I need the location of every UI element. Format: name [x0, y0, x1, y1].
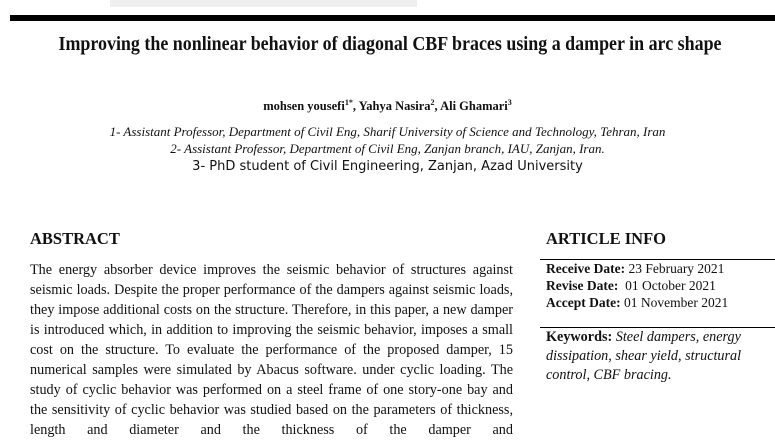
author: mohsen yousefi — [263, 99, 345, 114]
article-info-heading: ARTICLE INFO — [546, 229, 666, 248]
date-value: 23 February 2021 — [628, 261, 725, 276]
date-label: Receive Date: — [546, 261, 626, 276]
date-value: 01 October 2021 — [621, 278, 716, 293]
author: Ali Ghamari — [440, 99, 508, 114]
accept-date — [546, 294, 728, 311]
abstract-text: The energy absorber device improves the seismic behavior of structures against seismic loads. Despite the proper performance of the dampers against seismic loads, they impose additional costs on the structure. Therefore, in this paper, a new damper is introduced which, in addition to improving the seismic behavior, imposes a small cost on the structure. To evaluate the performance of the proposed damper, 15 numerical samples were simulated by Abacus software. under cyclic loading. The study of cyclic behavior was performed on a steel frame of one story-one bay and the sensitivity of cyclic behavior was studied based on the parameters of thickness, length and diameter and the thickness of the damper and — [30, 262, 513, 438]
revise-date — [546, 277, 728, 294]
keywords-text: Steel dampers, energy dissipation, shear yield, structural control, CBF bracing. — [546, 329, 742, 383]
abstract-heading: ABSTRACT — [30, 229, 120, 248]
author-sup: 1* — [344, 98, 353, 107]
affiliation-1: 1- Assistant Professor, Department of Civil Eng, Sharif University of Science and Technology, Tehran, Iran — [109, 124, 666, 139]
keywords-label: Keywords: — [546, 329, 613, 345]
date-label: Revise Date: — [546, 278, 619, 293]
affiliation-2: 2- Assistant Professor, Department of Civil Eng, Zanjan branch, IAU, Zanjan, Iran. — [170, 141, 605, 156]
author-sup: 3 — [507, 98, 512, 107]
author-sup: 2 — [430, 98, 435, 107]
paper-title: Improving the nonlinear behavior of diagonal CBF braces using a damper in arc shape — [58, 34, 722, 55]
author: Yahya Nasira — [358, 99, 431, 114]
affiliation-3: 3- PhD student of Civil Engineering, Zanjan, Azad University — [192, 159, 583, 174]
top-gray-box — [110, 0, 417, 7]
author-sep: , — [352, 99, 359, 114]
author-sep: , — [434, 99, 441, 114]
author-list — [0, 98, 775, 114]
article-dates — [546, 260, 728, 311]
header-rule — [10, 15, 775, 21]
date-label: Accept Date: — [546, 295, 621, 310]
receive-date — [546, 260, 728, 277]
keywords — [546, 328, 766, 385]
date-value: 01 November 2021 — [623, 295, 729, 310]
abstract-body — [30, 260, 513, 445]
